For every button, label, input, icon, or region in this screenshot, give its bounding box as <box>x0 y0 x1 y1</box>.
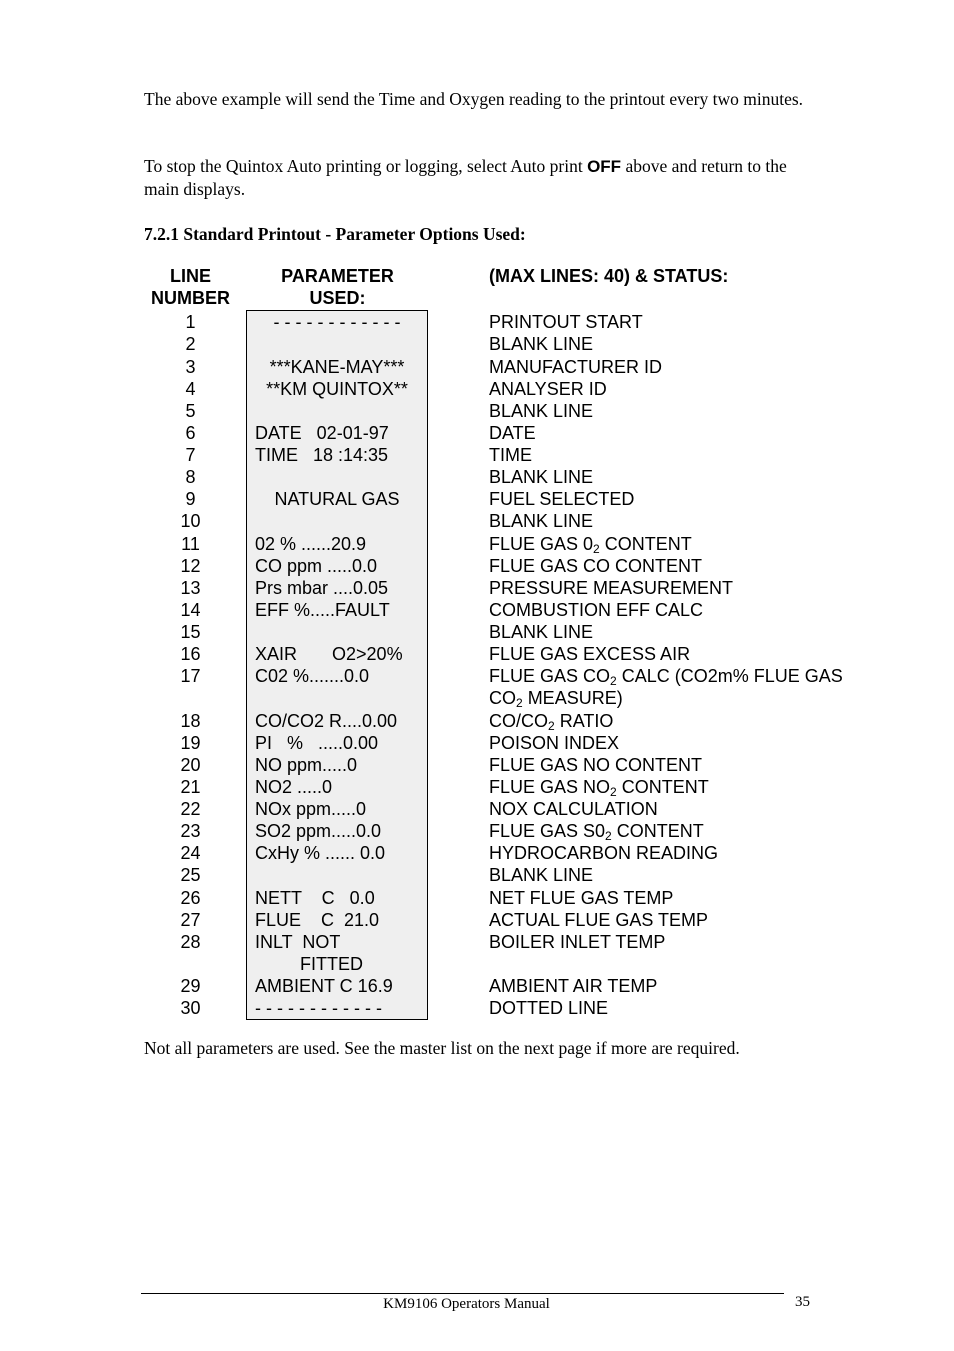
parameter-value: CO/CO2 R....0.00 <box>255 711 398 731</box>
line-number: 6 <box>185 423 196 443</box>
parameter-value: C02 %.......0.0 <box>255 666 370 686</box>
line-number: 19 <box>180 733 201 753</box>
line-number: 5 <box>185 401 196 421</box>
intro-paragraph-2 <box>144 155 824 201</box>
status-description: HYDROCARBON READING <box>489 843 719 863</box>
line-number: 1 <box>185 312 196 332</box>
status-text: FLUE GAS S0 <box>489 821 606 841</box>
status-description: PRESSURE MEASUREMENT <box>489 578 734 598</box>
status-description: DOTTED LINE <box>489 998 609 1018</box>
line-number: 20 <box>180 755 201 775</box>
parameter-value: AMBIENT C 16.9 <box>255 976 393 996</box>
line-number: 3 <box>185 357 196 377</box>
line-number: 26 <box>180 888 201 908</box>
parameter-value: EFF %.....FAULT <box>255 600 390 620</box>
status-description: PRINTOUT START <box>489 312 643 332</box>
footer-title: KM9106 Operators Manual <box>383 1296 550 1312</box>
status-text: CO/CO <box>489 711 549 731</box>
status-description: FUEL SELECTED <box>489 489 635 509</box>
status-text: FLUE GAS NO <box>489 777 611 797</box>
parameter-value: NO2 .....0 <box>255 777 333 797</box>
parameter-value: CO ppm .....0.0 <box>255 556 378 576</box>
parameter-value: TIME 18 :14:35 <box>255 445 389 465</box>
status-text: CALC (CO2m% FLUE GAS <box>616 666 843 686</box>
status-description: FLUE GAS CO CONTENT <box>489 556 703 576</box>
line-number: 4 <box>185 379 196 399</box>
header-parameter-1: PARAMETER <box>281 266 394 286</box>
parameter-value: Prs mbar ....0.05 <box>255 578 389 598</box>
status-description: NET FLUE GAS TEMP <box>489 888 674 908</box>
line-number: 29 <box>180 976 201 996</box>
parameter-value-continuation: FITTED <box>300 954 363 974</box>
parameter-value <box>255 466 423 488</box>
parameter-value: DATE 02-01-97 <box>255 423 389 443</box>
line-number: 21 <box>180 777 201 797</box>
status-description: ACTUAL FLUE GAS TEMP <box>489 910 709 930</box>
line-number: 10 <box>180 511 201 531</box>
status-description: BLANK LINE <box>489 622 594 642</box>
parameter-value: NOx ppm.....0 <box>255 799 367 819</box>
parameter-value: PI % .....0.00 <box>255 733 379 753</box>
status-description: COMBUSTION EFF CALC <box>489 600 704 620</box>
line-number: 22 <box>180 799 201 819</box>
parameter-value: NETT C 0.0 <box>255 888 375 908</box>
status-description: ANALYSER ID <box>489 379 607 399</box>
header-parameter <box>247 265 428 309</box>
status-text: CONTENT <box>616 777 709 797</box>
parameter-value: 02 % ......20.9 <box>255 534 367 554</box>
line-number: 13 <box>180 578 201 598</box>
status-description <box>489 665 919 687</box>
header-parameter-2: USED: <box>309 288 366 308</box>
parameter-value: INLT NOT <box>255 932 341 952</box>
footer-rule <box>141 1293 784 1294</box>
status-description-continuation <box>489 687 919 709</box>
subscript: 2 <box>516 696 523 710</box>
page-number: 35 <box>795 1294 810 1310</box>
parameter-value: FLUE C 21.0 <box>255 910 380 930</box>
status-description: FLUE GAS EXCESS AIR <box>489 644 691 664</box>
status-text: CO <box>489 688 516 708</box>
status-description <box>489 533 919 555</box>
line-number: 9 <box>185 489 196 509</box>
status-text: MEASURE) <box>522 688 623 708</box>
header-line-number <box>140 265 241 309</box>
line-number: 16 <box>180 644 201 664</box>
status-description: BLANK LINE <box>489 334 594 354</box>
status-description: AMBIENT AIR TEMP <box>489 976 658 996</box>
subscript: 2 <box>610 785 617 799</box>
parameter-value: XAIR O2>20% <box>255 644 403 664</box>
outro-paragraph: Not all parameters are used. See the master list on the next page if more are required. <box>144 1038 740 1058</box>
line-number: 15 <box>180 622 201 642</box>
parameter-value <box>255 333 423 355</box>
line-number: 24 <box>180 843 201 863</box>
status-description: BLANK LINE <box>489 511 594 531</box>
parameter-value: NATURAL GAS <box>274 489 400 509</box>
parameter-value: - - - - - - - - - - - - <box>255 998 382 1018</box>
parameter-value <box>255 864 423 886</box>
line-number: 17 <box>180 666 201 686</box>
line-number: 12 <box>180 556 201 576</box>
parameter-value: SO2 ppm.....0.0 <box>255 821 382 841</box>
line-number: 25 <box>180 865 201 885</box>
subscript: 2 <box>548 719 555 733</box>
parameter-value: - - - - - - - - - - - - <box>273 312 401 332</box>
status-description <box>489 710 919 732</box>
line-number: 30 <box>180 998 201 1018</box>
parameter-value <box>255 621 423 643</box>
status-text: RATIO <box>554 711 614 731</box>
section-heading: 7.2.1 Standard Printout - Parameter Options Used: <box>144 224 526 244</box>
line-number: 8 <box>185 467 196 487</box>
line-number: 28 <box>180 932 201 952</box>
status-description: NOX CALCULATION <box>489 799 658 819</box>
line-number: 27 <box>180 910 201 930</box>
off-keyword: OFF <box>587 157 622 176</box>
intro-paragraph-1: The above example will send the Time and Oxygen reading to the printout every two minutes. <box>144 89 804 109</box>
parameter-value: ***KANE-MAY*** <box>269 357 405 377</box>
intro-p2-pre: To stop the Quintox Auto printing or logging, select Auto print <box>144 156 588 176</box>
line-number: 2 <box>185 334 196 354</box>
subscript: 2 <box>610 674 617 688</box>
status-description: FLUE GAS NO CONTENT <box>489 755 703 775</box>
intro-p2-post: above and return to the main displays. <box>144 156 787 199</box>
parameter-value: CxHy % ...... 0.0 <box>255 843 386 863</box>
parameter-value <box>255 400 423 422</box>
status-text: CONTENT <box>599 534 692 554</box>
line-number: 18 <box>180 711 201 731</box>
status-text: FLUE GAS CO <box>489 666 611 686</box>
status-description: DATE <box>489 423 536 443</box>
line-number: 23 <box>180 821 201 841</box>
line-number: 11 <box>181 534 200 554</box>
status-description: BOILER INLET TEMP <box>489 932 666 952</box>
header-status: (MAX LINES: 40) & STATUS: <box>489 266 729 286</box>
status-description: BLANK LINE <box>489 865 594 885</box>
status-description: MANUFACTURER ID <box>489 357 663 377</box>
header-line-number-2: NUMBER <box>151 288 230 308</box>
status-text: CONTENT <box>611 821 704 841</box>
parameter-value <box>255 510 423 532</box>
subscript: 2 <box>593 542 600 556</box>
status-description: TIME <box>489 445 532 465</box>
line-number: 14 <box>180 600 201 620</box>
parameter-value: NO ppm.....0 <box>255 755 358 775</box>
status-description <box>489 776 919 798</box>
status-text: FLUE GAS 0 <box>489 534 594 554</box>
line-number: 7 <box>185 445 196 465</box>
parameter-value: **KM QUINTOX** <box>266 379 408 399</box>
status-description: BLANK LINE <box>489 401 594 421</box>
header-line-number-1: LINE <box>169 266 211 286</box>
status-description: POISON INDEX <box>489 733 620 753</box>
status-description <box>489 820 919 842</box>
subscript: 2 <box>605 829 612 843</box>
status-description: BLANK LINE <box>489 467 594 487</box>
